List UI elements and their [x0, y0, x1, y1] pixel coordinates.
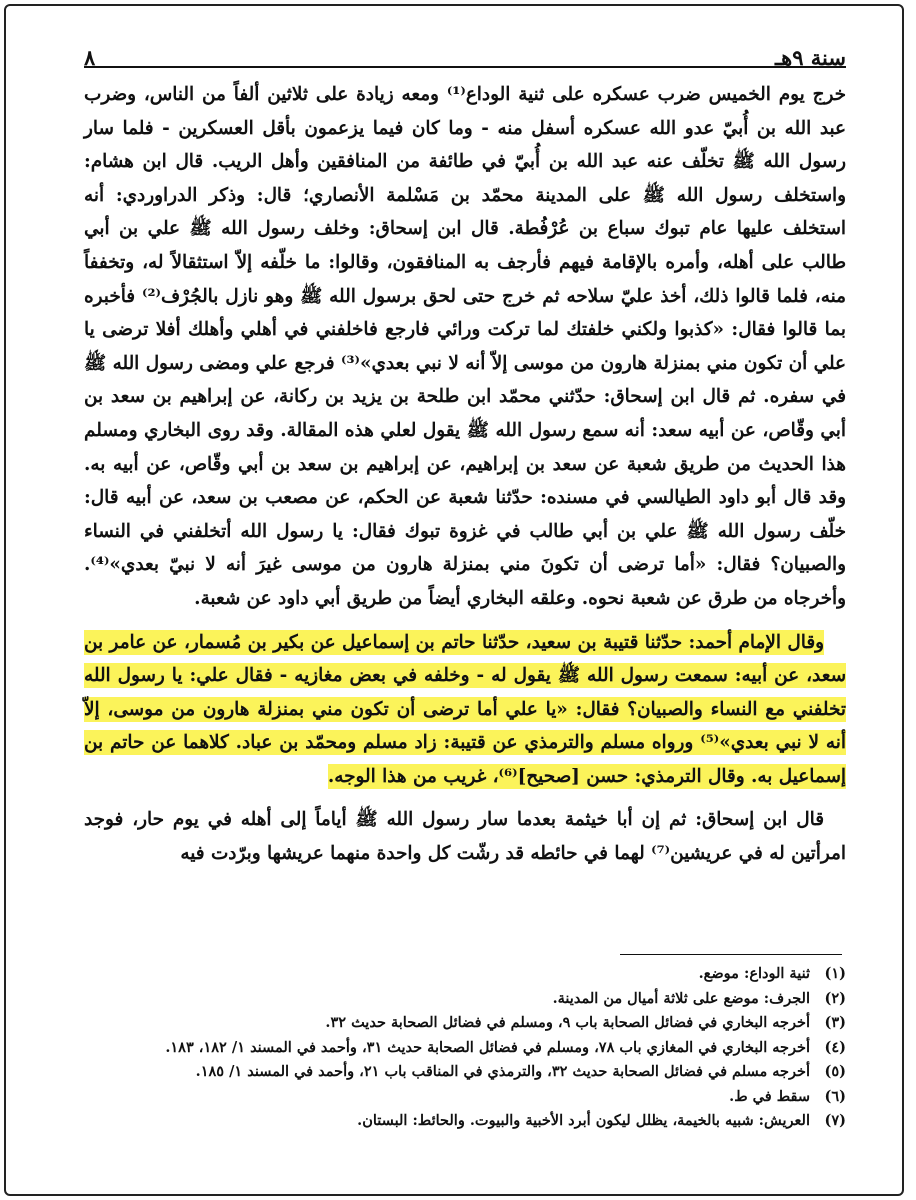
- footnote-item: [84, 1109, 846, 1134]
- footnote-item: [84, 1011, 846, 1036]
- footnote-text: أخرجه البخاري في فضائل الصحابة باب ٩، ومسلم في فضائل الصحابة حديث ٣٢.: [325, 1014, 810, 1031]
- footnote-number: (١): [824, 965, 846, 982]
- footnote-item: [84, 962, 846, 987]
- closing-paragraph: قال ابن إسحاق: ثم إن أبا خيثمة بعدما سار رسول الله ﷺ أياماً إلى أهله في يوم حار، فوجد امرأتين له في عريشين⁽⁷⁾ لهما في حائطه قد رشّت كل واحدة منهما عريشها وبرّدت فيه: [84, 809, 846, 865]
- highlighted-paragraph: [84, 626, 846, 794]
- footnote-item: [84, 1060, 846, 1085]
- paragraph-1: خرج يوم الخميس ضرب عسكره على ثنية الوداع⁽¹⁾ ومعه زيادة على ثلاثين ألفاً من الناس، وضرب عبد الله بن أُبيّ عدو الله عسكره أسفل منه - وما كان فيما يزعمون بأقل العسكرين - فلما سار رسول الله ﷺ تخلّف عنه عبد الله بن أُبيّ في طائفة من المنافقين وأهل الريب. قال ابن هشام: واستخلف رسول الله ﷺ على المدينة محمّد بن مَسْلمة الأنصاري؛ قال: وذكر الدراوردي: أنه استخلف عليها عام تبوك سباع بن عُرْفُطة. قال ابن إسحاق: وخلف رسول الله ﷺ علي بن أبي طالب على أهله، وأمره بالإقامة فيهم فأرجف به المنافقون، وقالوا: ما خلّفه إلاّ استثقالاً له، وتخففاً منه، فلما قالوا ذلك، أخذ عليّ سلاحه ثم خرج حتى لحق برسول الله ﷺ وهو نازل بالجُرْف⁽²⁾ فأخبره بما قالوا فقال: «كذبوا ولكني خلفتك لما تركت ورائي فارجع فاخلفني في أهلي وأهلك أفلا ترضى يا علي أن تكون مني بمنزلة هارون من موسى إلاّ أنه لا نبي بعدي»⁽³⁾ فرجع علي ومضى رسول الله ﷺ في سفره. ثم قال ابن إسحاق: حدّثني محمّد ابن طلحة بن يزيد بن ركانة، عن إبراهيم بن سعد بن أبي وقّاص، عن أبيه سعد: أنه سمع رسول الله ﷺ يقول لعلي هذه المقالة. وقد روى البخاري ومسلم هذا الحديث من طريق شعبة عن سعد بن إبراهيم، عن إبراهيم بن سعد بن أبي وقّاص، عن أبيه به. وقد قال أبو داود الطيالسي في مسنده: حدّثنا شعبة عن الحكم، عن مصعب بن سعد، عن أبيه قال: خلّف رسول الله ﷺ علي بن أبي طالب في غزوة تبوك فقال: يا رسول الله أتخلفني في النساء والصبيان؟ فقال: «أما ترضى أن تكونَ مني بمنزلة هارون من موسى غيرَ أنه لا نبيّ بعدي»⁽⁴⁾. وأخرجاه من طرق عن شعبة نحوه. وعلقه البخاري أيضاً من طريق أبي داود عن شعبة.: [84, 84, 847, 609]
- footnote-text: أخرجه البخاري في المغازي باب ٧٨، ومسلم في فضائل الصحابة حديث ٣١، وأحمد في المسند ١/ ١٨٢، ١٨٣.: [165, 1038, 810, 1056]
- footnote-number: (٢): [824, 989, 846, 1007]
- footnote-item: [84, 987, 846, 1012]
- main-text: [84, 78, 846, 871]
- footnote-text: سقط في ط.: [729, 1087, 810, 1105]
- footnote-text: العريش: شبيه بالخيمة، يظلل ليكون أبرد الأخبية والبيوت. والحائط: البستان.: [357, 1112, 810, 1129]
- footnote-number: (٧): [824, 1112, 846, 1129]
- footnote-number: (٤): [824, 1038, 846, 1056]
- footnote-item: [84, 1085, 846, 1110]
- footnote-text: ثنية الوداع: موضع.: [698, 965, 810, 982]
- footnote-number: (٣): [824, 1014, 846, 1031]
- page-number: ٨: [84, 45, 96, 70]
- footnotes: [84, 962, 846, 1134]
- footnote-text: أخرجه مسلم في فضائل الصحابة حديث ٣٢، والترمذي في المناقب باب ٢١، وأحمد في المسند ١/ ١٨٥.: [195, 1063, 810, 1080]
- running-header: [84, 30, 846, 70]
- header-title: سنة ٩هـ: [774, 45, 846, 70]
- footnote-item: [84, 1036, 846, 1061]
- header-rule: [84, 66, 846, 68]
- footnote-text: الجرف: موضع على ثلاثة أميال من المدينة.: [552, 989, 810, 1007]
- footnote-number: (٥): [824, 1063, 846, 1080]
- footnote-number: (٦): [824, 1087, 846, 1105]
- footnote-divider: [620, 954, 842, 955]
- highlighted-text: وقال الإمام أحمد: حدّثنا قتيبة بن سعيد، حدّثنا حاتم بن إسماعيل عن بكير بن مُسمار، عن عامر بن سعد، عن أبيه: سمعت رسول الله ﷺ يقول له - وخلفه في بعض مغازيه - فقال علي: يا رسول الله تخلفني مع النساء والصبيان؟ فقال: «يا علي أما ترضى أن تكون مني بمنزلة هارون من موسى، إلاّ أنه لا نبي بعدي»⁽⁵⁾ ورواه مسلم والترمذي عن قتيبة: زاد مسلم ومحمّد بن عباد. كلاهما عن حاتم بن إسماعيل به. وقال الترمذي: حسن [صحيح]⁽⁶⁾، غريب من هذا الوجه.: [84, 631, 846, 787]
